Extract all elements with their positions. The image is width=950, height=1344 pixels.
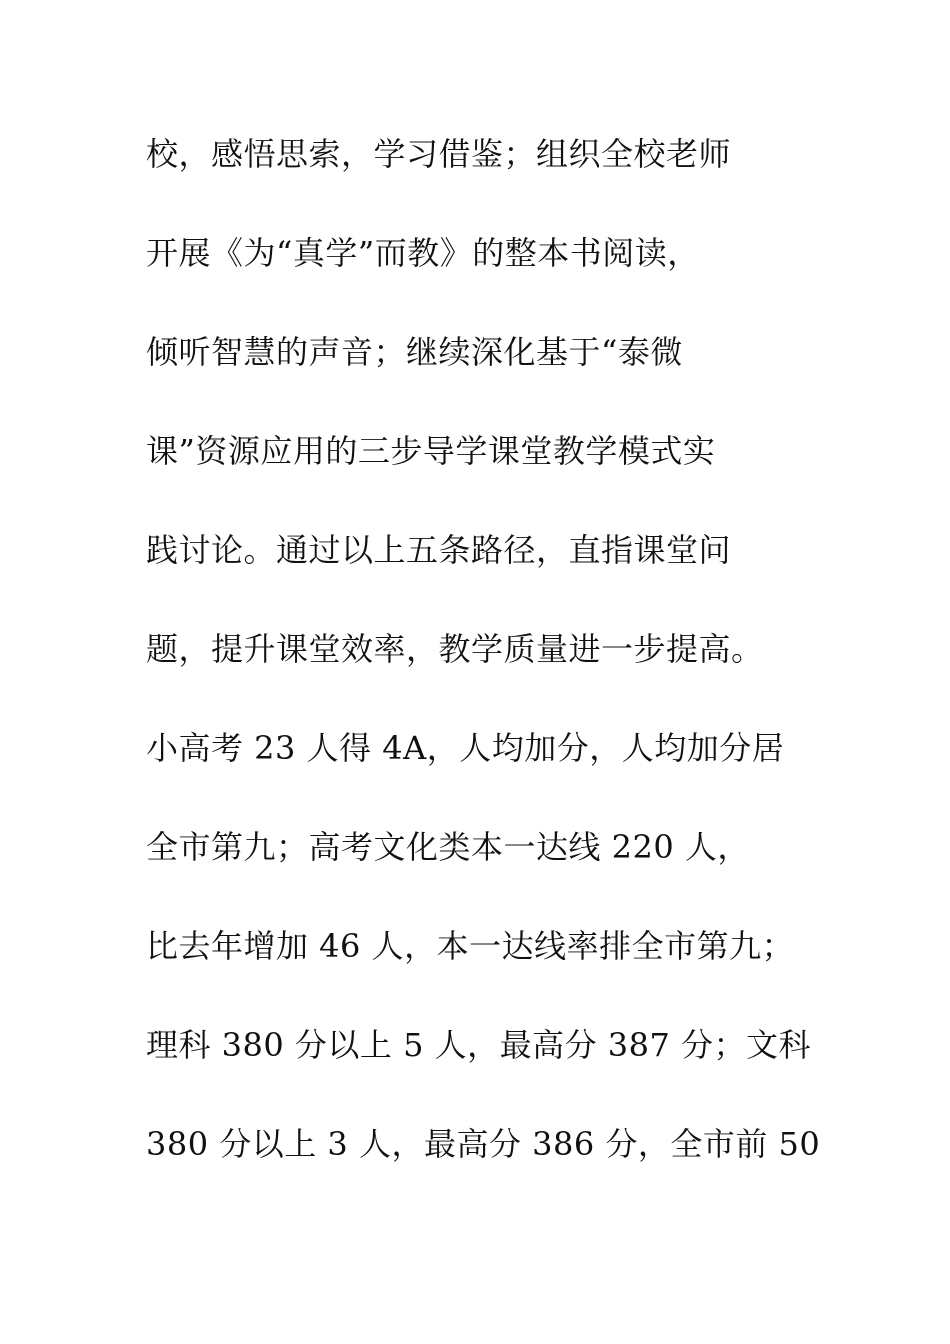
text-line: 全市第九；高考文化类本一达线 220 人， bbox=[146, 828, 750, 866]
text-line: 理科 380 分以上 5 人，最高分 387 分；文科 bbox=[146, 1026, 812, 1064]
text-line: 比去年增加 46 人，本一达线率排全市第九； bbox=[146, 927, 795, 965]
text-line: 小高考 23 人得 4A，人均加分，人均加分居 bbox=[146, 729, 785, 767]
body-text bbox=[146, 128, 826, 1217]
text-line: 课”资源应用的三步导学课堂教学模式实 bbox=[146, 432, 716, 470]
text-line: 践讨论。通过以上五条路径，直指课堂问 bbox=[146, 531, 732, 569]
text-line: 开展《为“真学”而教》的整本书阅读， bbox=[146, 234, 700, 272]
text-line: 倾听智慧的声音；继续深化基于“泰微 bbox=[146, 333, 683, 371]
text-line: 380 分以上 3 人，最高分 386 分，全市前 50 bbox=[146, 1125, 821, 1163]
text-line: 题，提升课堂效率，教学质量进一步提高。 bbox=[146, 630, 764, 668]
text-line: 校，感悟思索，学习借鉴；组织全校老师 bbox=[146, 135, 732, 173]
